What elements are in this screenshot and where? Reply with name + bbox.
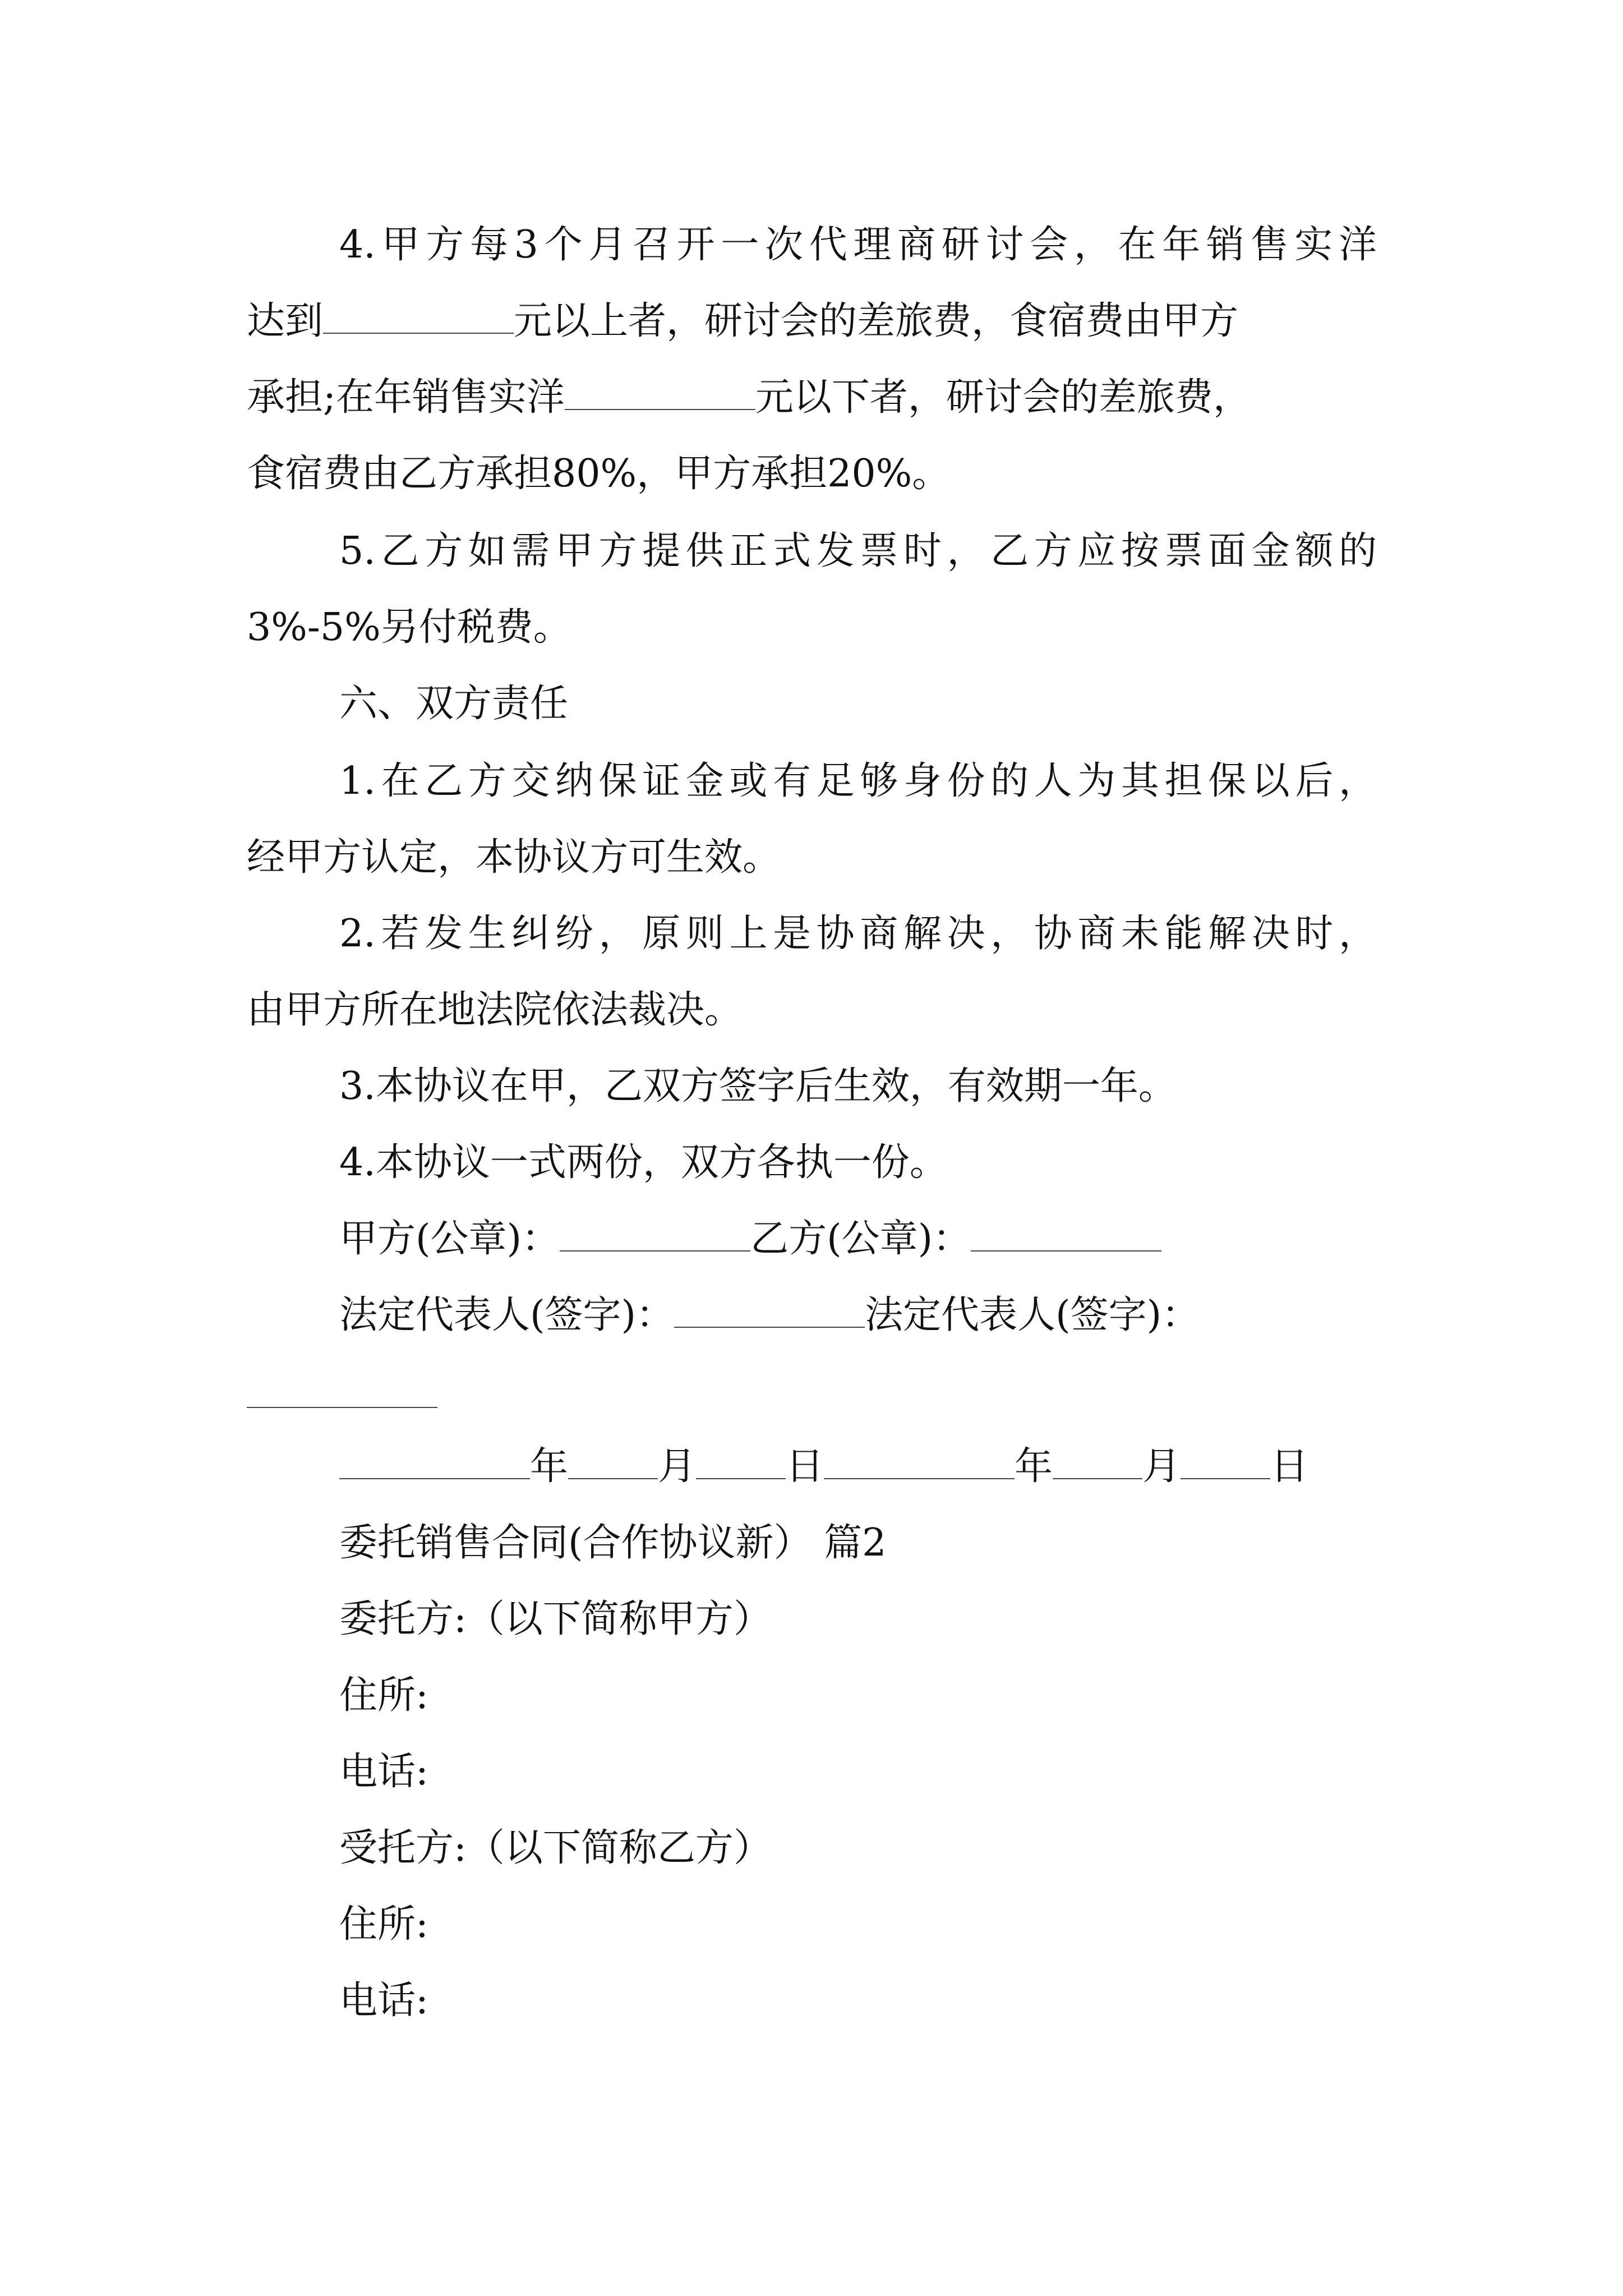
day-label: 日 bbox=[786, 1444, 824, 1489]
item-2-line-2: 由甲方所在地法院依法裁决。 bbox=[247, 988, 743, 1032]
representative-line bbox=[339, 1290, 1200, 1341]
blank-line bbox=[1181, 1444, 1270, 1479]
blank-line bbox=[1053, 1444, 1142, 1479]
client-label: 委托方:（以下简称甲方） bbox=[339, 1597, 772, 1641]
client-phone-label: 电话: bbox=[339, 1750, 428, 1794]
party-a-seal-label: 甲方(公章)： bbox=[339, 1217, 560, 1261]
item-3: 3.本协议在甲，乙双方签字后生效，有效期一年。 bbox=[339, 1064, 1177, 1108]
item-2-line-1: 2.若发生纠纷，原则上是协商解决，协商未能解决时， bbox=[339, 912, 1377, 956]
blank-line bbox=[568, 1444, 658, 1479]
month-label: 月 bbox=[658, 1444, 697, 1489]
agent-label: 受托方:（以下简称乙方） bbox=[339, 1826, 772, 1870]
client-address-label: 住所: bbox=[339, 1673, 428, 1718]
text-segment: 元以下者，研讨会的差旅费， bbox=[755, 375, 1251, 420]
text-segment: 达到 bbox=[247, 299, 324, 343]
item-1-line-2: 经甲方认定，本协议方可生效。 bbox=[247, 835, 781, 880]
party-a-representative-label: 法定代表人(签字)： bbox=[339, 1293, 675, 1337]
paragraph-5-line-1: 5.乙方如需甲方提供正式发票时，乙方应按票面金额的 bbox=[339, 529, 1377, 573]
year-label: 年 bbox=[530, 1444, 569, 1489]
month-label: 月 bbox=[1142, 1444, 1181, 1489]
blank-line bbox=[565, 375, 755, 410]
blank-line bbox=[971, 1217, 1161, 1251]
paragraph-5-line-2: 3%-5%另付税费。 bbox=[247, 605, 571, 650]
blank-line bbox=[824, 1444, 1015, 1479]
party-b-seal-label: 乙方(公章)： bbox=[750, 1217, 971, 1261]
text-segment: 元以上者，研讨会的差旅费，食宿费由甲方 bbox=[514, 299, 1239, 343]
agent-address-label: 住所: bbox=[339, 1902, 428, 1947]
party-b-representative-label: 法定代表人(签字)： bbox=[865, 1293, 1200, 1337]
blank-line bbox=[560, 1217, 750, 1251]
text-segment: 承担;在年销售实洋 bbox=[247, 375, 565, 420]
blank-line bbox=[674, 1293, 865, 1328]
day-label: 日 bbox=[1270, 1444, 1309, 1489]
paragraph-4-line-1: 4.甲方每3个月召开一次代理商研讨会，在年销售实洋 bbox=[339, 223, 1377, 267]
seal-line bbox=[339, 1214, 1161, 1264]
paragraph-4-line-4: 食宿费由乙方承担80%，甲方承担20%。 bbox=[247, 452, 951, 496]
contract-title: 委托销售合同(合作协议新） 篇2 bbox=[339, 1521, 887, 1565]
year-label: 年 bbox=[1015, 1444, 1053, 1489]
date-line bbox=[339, 1442, 1308, 1492]
section-heading: 六、双方责任 bbox=[339, 682, 569, 726]
paragraph-4-line-2 bbox=[247, 296, 1238, 347]
blank-line bbox=[247, 1407, 437, 1408]
blank-line bbox=[339, 1444, 530, 1479]
blank-line bbox=[696, 1444, 786, 1479]
blank-line bbox=[323, 299, 514, 334]
paragraph-4-line-3 bbox=[247, 372, 1251, 423]
agent-phone-label: 电话: bbox=[339, 1978, 428, 2023]
item-1-line-1: 1.在乙方交纳保证金或有足够身份的人为其担保以后， bbox=[339, 759, 1377, 803]
item-4: 4.本协议一式两份，双方各执一份。 bbox=[339, 1140, 948, 1185]
